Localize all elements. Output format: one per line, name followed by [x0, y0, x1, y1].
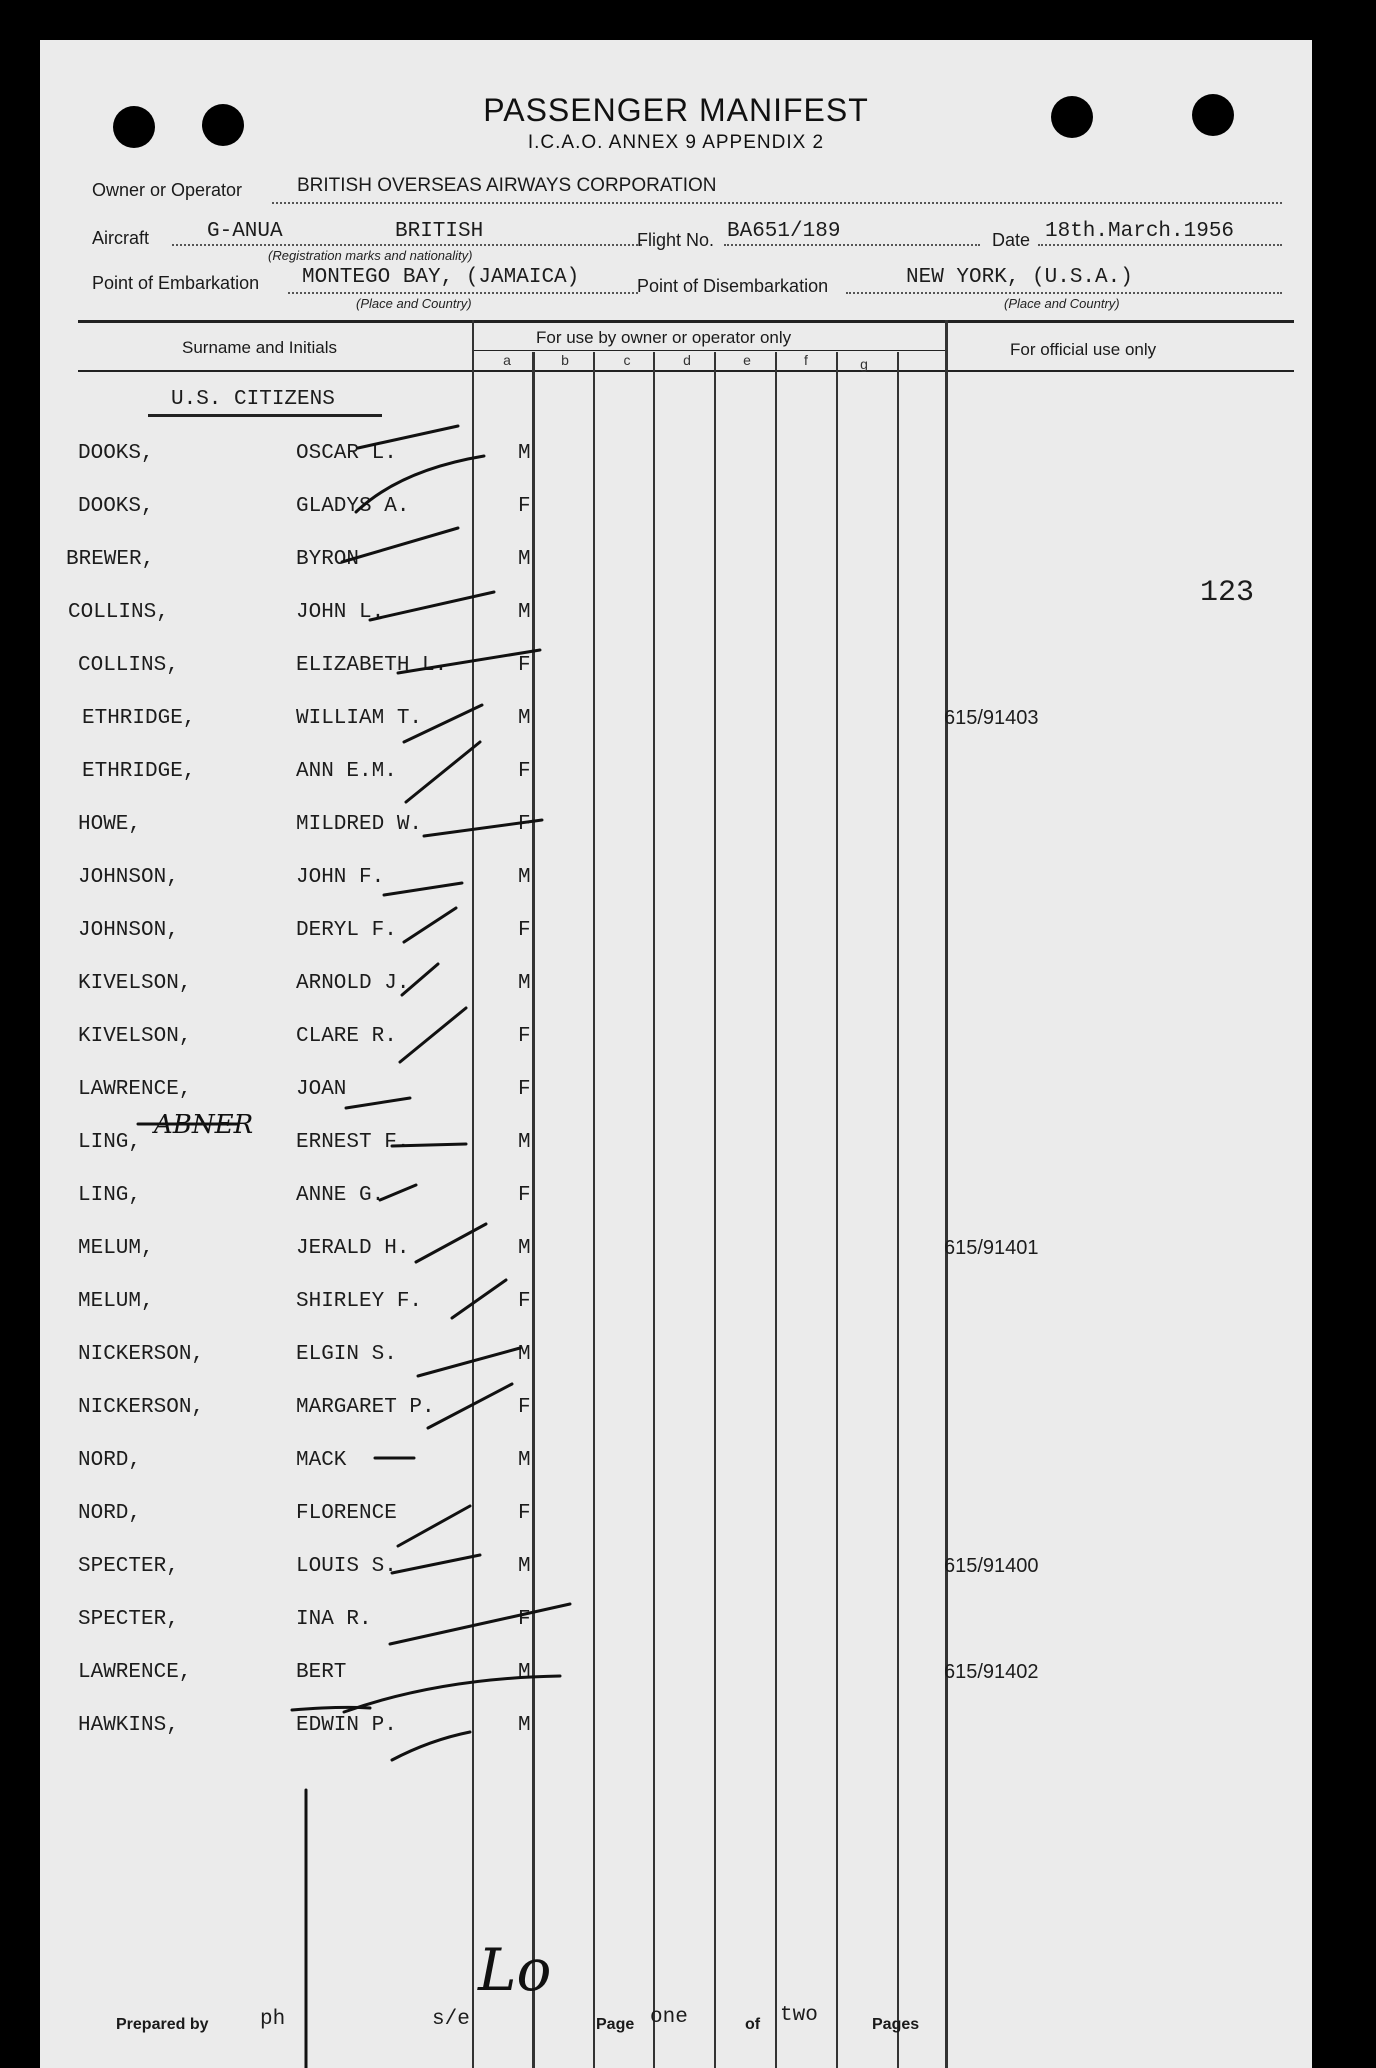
- disembarkation-label: Point of Disembarkation: [637, 276, 829, 296]
- passenger-surname: DOOKS,: [78, 495, 154, 518]
- prepared-by-value: ph: [260, 2008, 286, 2031]
- section-heading: U.S. CITIZENS: [171, 388, 335, 411]
- passenger-surname: DOOKS,: [78, 442, 154, 465]
- passenger-sex: M: [518, 972, 531, 995]
- handwritten-initials: Lo: [478, 1936, 552, 2004]
- aircraft-label: Aircraft: [92, 228, 150, 248]
- passenger-surname: KIVELSON,: [78, 972, 192, 995]
- subcol-d: d: [683, 352, 691, 368]
- embarkation-label: Point of Embarkation: [92, 273, 260, 293]
- passenger-given-names: JOHN F.: [296, 866, 385, 889]
- passenger-given-names: INA R.: [296, 1608, 372, 1631]
- passenger-surname: SPECTER,: [78, 1608, 179, 1631]
- aircraft-nationality: BRITISH: [395, 220, 484, 243]
- pages-label: Pages: [872, 2016, 920, 2033]
- subcol-g: g: [860, 356, 868, 372]
- owner-label: Owner or Operator: [92, 180, 243, 200]
- passenger-sex: M: [518, 1661, 531, 1684]
- date-value: 18th.March.1956: [1045, 220, 1235, 243]
- page-number: one: [650, 2006, 688, 2029]
- passenger-sex: F: [518, 1025, 531, 1048]
- passenger-surname: COLLINS,: [68, 601, 169, 624]
- embarkation-value: MONTEGO BAY, (JAMAICA): [302, 266, 580, 289]
- prepared-by-signature: s/e: [432, 2008, 470, 2031]
- page-total: two: [780, 2004, 818, 2027]
- passenger-surname: HOWE,: [78, 813, 142, 836]
- prepared-by-label: Prepared by: [116, 2016, 209, 2033]
- disembarkation-note: (Place and Country): [1004, 296, 1120, 311]
- passenger-sex: M: [518, 1131, 531, 1154]
- passenger-given-names: GLADYS A.: [296, 495, 410, 518]
- passenger-official-number: 615/91400: [944, 1555, 1039, 1577]
- passenger-given-names: ARNOLD J.: [296, 972, 410, 995]
- passenger-surname: COLLINS,: [78, 654, 179, 677]
- disembarkation-value: NEW YORK, (U.S.A.): [906, 266, 1133, 289]
- embarkation-note: (Place and Country): [356, 296, 472, 311]
- passenger-sex: F: [518, 1502, 531, 1525]
- passenger-official-number: 615/91403: [944, 707, 1039, 729]
- passenger-given-names: ERNEST F.: [296, 1131, 410, 1154]
- subcol-e: e: [743, 352, 751, 368]
- passenger-given-names: JERALD H.: [296, 1237, 410, 1260]
- passenger-sex: F: [518, 495, 531, 518]
- column-header-operator: For use by owner or operator only: [536, 328, 792, 347]
- passenger-sex: F: [518, 760, 531, 783]
- passenger-given-names: CLARE R.: [296, 1025, 397, 1048]
- passenger-sex: M: [518, 1237, 531, 1260]
- passenger-sex: F: [518, 1184, 531, 1207]
- column-header-official: For official use only: [1010, 340, 1157, 359]
- handwritten-correction: ABNER: [154, 1110, 254, 1140]
- page-subtitle: I.C.A.O. ANNEX 9 APPENDIX 2: [527, 132, 825, 153]
- passenger-given-names: MARGARET P.: [296, 1396, 435, 1419]
- passenger-given-names: BYRON: [296, 548, 360, 571]
- passenger-surname: NICKERSON,: [78, 1396, 205, 1419]
- manifest-sheet: [40, 40, 1312, 2068]
- passenger-surname: NORD,: [78, 1502, 142, 1525]
- passenger-surname: HAWKINS,: [78, 1714, 179, 1737]
- passenger-surname: NICKERSON,: [78, 1343, 205, 1366]
- passenger-given-names: OSCAR L.: [296, 442, 397, 465]
- aircraft-registration: G-ANUA: [207, 220, 283, 243]
- passenger-given-names: ELIZABETH L.: [296, 654, 448, 677]
- passenger-given-names: LOUIS S.: [296, 1555, 397, 1578]
- passenger-surname: LING,: [78, 1131, 142, 1154]
- passenger-given-names: ANN E.M.: [296, 760, 397, 783]
- date-label: Date: [992, 230, 1031, 250]
- passenger-given-names: WILLIAM T.: [296, 707, 423, 730]
- passenger-sex: F: [518, 1078, 531, 1101]
- passenger-sex: F: [518, 919, 531, 942]
- page-label: Page: [596, 2016, 635, 2033]
- subcol-a: a: [503, 352, 511, 368]
- passenger-official-number: 615/91402: [944, 1661, 1039, 1683]
- subcol-c: c: [623, 352, 631, 368]
- passenger-given-names: SHIRLEY F.: [296, 1290, 423, 1313]
- handwritten-check-marks: [40, 40, 1312, 2068]
- passenger-surname: LING,: [78, 1184, 142, 1207]
- of-label: of: [745, 2016, 761, 2033]
- subcol-f: f: [804, 352, 808, 368]
- aircraft-note: (Registration marks and nationality): [268, 248, 473, 263]
- passenger-given-names: MACK: [296, 1449, 347, 1472]
- passenger-sex: M: [518, 1343, 531, 1366]
- passenger-given-names: ANNE G.: [296, 1184, 385, 1207]
- passenger-sex: F: [518, 1396, 531, 1419]
- passenger-sex: M: [518, 1449, 531, 1472]
- passenger-sex: F: [518, 654, 531, 677]
- passenger-sex: F: [518, 1608, 531, 1631]
- passenger-sex: F: [518, 1290, 531, 1313]
- passenger-surname: JOHNSON,: [78, 866, 179, 889]
- passenger-surname: SPECTER,: [78, 1555, 179, 1578]
- subcol-b: b: [561, 352, 569, 368]
- passenger-given-names: JOAN: [296, 1078, 347, 1101]
- passenger-surname: MELUM,: [78, 1290, 154, 1313]
- passenger-given-names: FLORENCE: [296, 1502, 397, 1525]
- passenger-sex: M: [518, 548, 531, 571]
- passenger-sex: F: [518, 813, 531, 836]
- passenger-surname: ETHRIDGE,: [82, 707, 196, 730]
- passenger-surname: LAWRENCE,: [78, 1661, 192, 1684]
- column-header-name: Surname and Initials: [182, 338, 337, 357]
- passenger-sex: M: [518, 1714, 531, 1737]
- passenger-given-names: MILDRED W.: [296, 813, 423, 836]
- passenger-sex: M: [518, 442, 531, 465]
- passenger-surname: BREWER,: [66, 548, 155, 571]
- passenger-surname: NORD,: [78, 1449, 142, 1472]
- passenger-surname: JOHNSON,: [78, 919, 179, 942]
- passenger-sex: M: [518, 1555, 531, 1578]
- owner-value: BRITISH OVERSEAS AIRWAYS CORPORATION: [297, 175, 717, 196]
- passenger-given-names: BERT: [296, 1661, 347, 1684]
- document-number: 123: [1200, 576, 1255, 610]
- passenger-surname: ETHRIDGE,: [82, 760, 196, 783]
- passenger-official-number: 615/91401: [944, 1237, 1039, 1259]
- passenger-given-names: JOHN L.: [296, 601, 385, 624]
- passenger-sex: M: [518, 707, 531, 730]
- flight-label: Flight No.: [637, 230, 715, 250]
- flight-value: BA651/189: [727, 220, 841, 243]
- passenger-given-names: DERYL F.: [296, 919, 397, 942]
- passenger-surname: LAWRENCE,: [78, 1078, 192, 1101]
- passenger-surname: KIVELSON,: [78, 1025, 192, 1048]
- passenger-given-names: EDWIN P.: [296, 1714, 397, 1737]
- passenger-sex: M: [518, 601, 531, 624]
- passenger-given-names: ELGIN S.: [296, 1343, 397, 1366]
- passenger-sex: M: [518, 866, 531, 889]
- passenger-surname: MELUM,: [78, 1237, 154, 1260]
- page-title: PASSENGER MANIFEST: [483, 92, 869, 128]
